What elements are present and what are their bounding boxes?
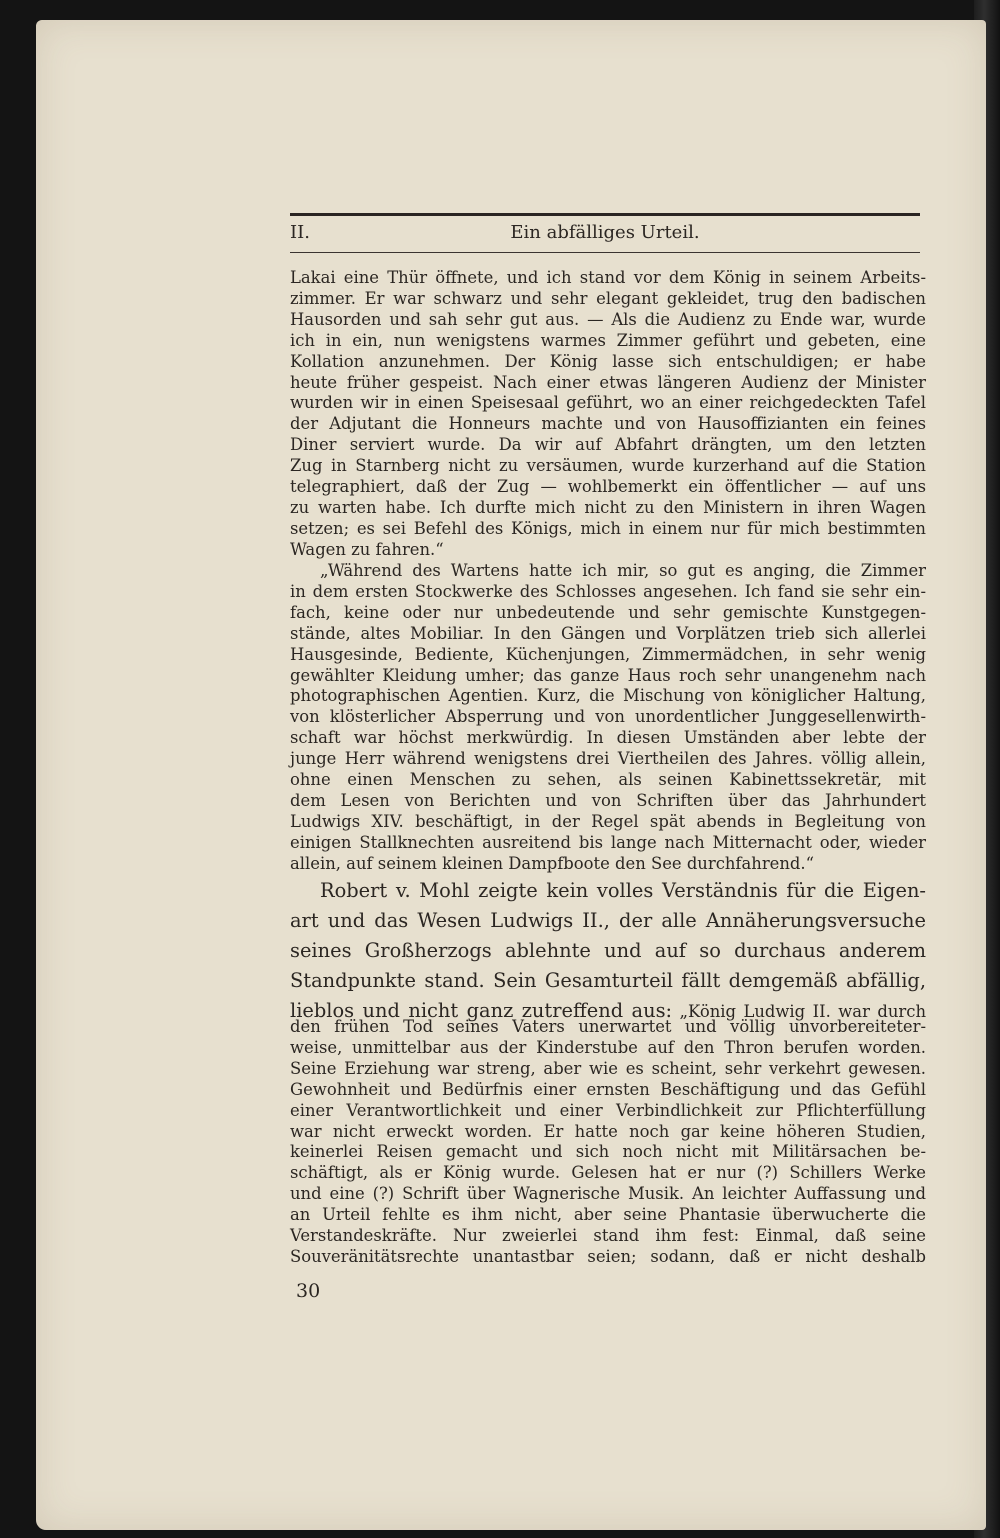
text-line: an Urteil fehlte es ihm nicht, aber seine Phantasie überwucherte die [290, 1205, 926, 1225]
text-line: „Während des Wartens hatte ich mir, so gut es anging, die Zimmer [320, 561, 926, 580]
paragraph-2 [290, 561, 926, 875]
running-header [290, 222, 920, 252]
text-line: photographischen Agentien. Kurz, die Mischung von königlicher Haltung, [290, 686, 926, 706]
text-line: von klösterlicher Absperrung und von unordentlicher Junggesellenwirth- [290, 707, 926, 727]
text-line: setzen; es sei Befehl des Königs, mich in einem nur für mich bestimmten [290, 518, 926, 538]
paragraph-3-intro [290, 876, 926, 1027]
text-line: seines Großherzogs ablehnte und auf so durchaus anderem [290, 939, 926, 962]
text-segment-small: „König Ludwig II. war durch [672, 1002, 927, 1021]
text-line: keinerlei Reisen gemacht und sich noch nicht mit Militärsachen be- [290, 1142, 926, 1162]
text-line: dem Lesen von Berichten und von Schriften über das Jahrhundert [290, 790, 926, 810]
text-line: Zug in Starnberg nicht zu versäumen, wurde kurzerhand auf die Station [290, 456, 926, 476]
text-line: Standpunkte stand. Sein Gesamturteil fällt demgemäß abfällig, [290, 969, 926, 992]
text-segment-large: lieblos und nicht ganz zutreffend aus: [290, 999, 673, 1022]
chapter-number: II. [290, 222, 310, 243]
text-line: stände, altes Mobiliar. In den Gängen und Vorplätzen trieb sich allerlei [290, 623, 926, 643]
text-line: einer Verantwortlichkeit und einer Verbindlichkeit zur Pflichterfüllung [290, 1100, 926, 1120]
text-line: Verstandeskräfte. Nur zweierlei stand ihm fest: Einmal, daß seine [290, 1226, 926, 1246]
text-line: zu warten habe. Ich durfte mich nicht zu den Ministern in ihren Wagen [290, 497, 926, 517]
text-line: weise, unmittelbar aus der Kinderstube auf den Thron berufen worden. [290, 1037, 926, 1057]
text-line: Souveränitätsrechte unantastbar seien; sodann, daß er nicht deshalb [290, 1246, 926, 1266]
text-line: und eine (?) Schrift über Wagnerische Musik. An leichter Auffassung und [290, 1184, 926, 1204]
text-line: Lakai eine Thür öffnete, und ich stand vor dem König in seinem Arbeits- [290, 268, 926, 287]
text-line: den frühen Tod seines Vaters unerwartet und völlig unvorbereiteter- [290, 1017, 926, 1036]
page-number: 30 [296, 1280, 321, 1302]
text-line: Diner serviert wurde. Da wir auf Abfahrt drängten, um den letzten [290, 435, 926, 455]
text-line: schaft war höchst merkwürdig. In diesen Umständen aber lebte der [290, 728, 926, 748]
text-line: art und das Wesen Ludwigs II., der alle Annäherungsversuche [290, 909, 926, 932]
text-line: schäftigt, als er König wurde. Gelesen hat er nur (?) Schillers Werke [290, 1163, 926, 1183]
text-line: der Adjutant die Honneurs machte und von Hausoffizianten ein feines [290, 414, 926, 434]
header-underline [290, 252, 920, 253]
text-line: telegraphiert, daß der Zug — wohlbemerkt ein öffentlicher — auf uns [290, 477, 926, 497]
running-title: Ein abfälliges Urteil. [510, 222, 700, 243]
text-line: heute früher gespeist. Nach einer etwas längeren Audienz der Minister [290, 372, 926, 392]
text-line: Hausgesinde, Bediente, Küchenjungen, Zimmermädchen, in sehr wenig [290, 644, 926, 664]
text-line: in dem ersten Stockwerke des Schlosses angesehen. Ich fand sie sehr ein- [290, 581, 926, 601]
text-line: Gewohnheit und Bedürfnis einer ernsten Beschäftigung und das Gefühl [290, 1079, 926, 1099]
text-line: Robert v. Mohl zeigte kein volles Verständnis für die Eigen- [320, 879, 926, 902]
header-rule [290, 213, 920, 216]
text-line: fach, keine oder nur unbedeutende und sehr gemischte Kunstgegen- [290, 602, 926, 622]
text-line: gewählter Kleidung umher; das ganze Haus roch sehr unangenehm nach [290, 665, 926, 685]
text-line: allein, auf seinem kleinen Dampfboote den See durchfahrend.“ [290, 853, 815, 873]
text-line: einigen Stallknechten ausreitend bis lange nach Mitternacht oder, wieder [290, 832, 926, 852]
text-line: zimmer. Er war schwarz und sehr elegant gekleidet, trug den badischen [290, 288, 926, 308]
text-line: ohne einen Menschen zu sehen, als seinen Kabinettssekretär, mit [290, 770, 926, 790]
text-line: Ludwigs XIV. beschäftigt, in der Regel spät abends in Begleitung von [290, 811, 926, 831]
text-line: war nicht erweckt worden. Er hatte noch gar keine höheren Studien, [290, 1121, 926, 1141]
text-line: ich in ein, nun wenigstens warmes Zimmer geführt und gebeten, eine [290, 330, 926, 350]
text-line: Wagen zu fahren.“ [290, 539, 444, 559]
text-line: junge Herr während wenigstens drei Viertheilen des Jahres. völlig allein, [290, 749, 926, 769]
paragraph-1 [290, 268, 926, 561]
paragraph-3-quote [290, 1017, 926, 1268]
text-line: Seine Erziehung war streng, aber wie es scheint, sehr verkehrt gewesen. [290, 1058, 926, 1078]
text-line: Kollation anzunehmen. Der König lasse sich entschuldigen; er habe [290, 351, 926, 371]
text-line: Hausorden und sah sehr gut aus. — Als die Audienz zu Ende war, wurde [290, 309, 926, 329]
text-line: wurden wir in einen Speisesaal geführt, wo an einer reichgedeckten Tafel [290, 393, 926, 413]
